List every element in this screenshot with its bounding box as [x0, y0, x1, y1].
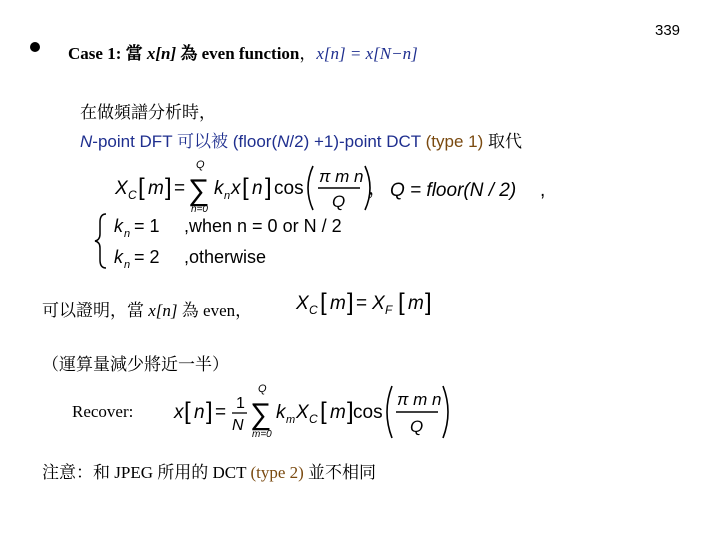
- eq1-sep: ，: [368, 178, 388, 199]
- eq2-rhs-sub: F: [385, 303, 393, 317]
- dft-n: N: [80, 132, 93, 151]
- eq1-xv: x: [231, 178, 241, 199]
- heading-prefix: Case 1:: [68, 44, 126, 63]
- rec-sigma-icon: ∑: [250, 398, 272, 431]
- rec-X-sub: C: [309, 412, 318, 426]
- eq1-k-sub: n: [224, 190, 231, 202]
- dft-dct-line: [80, 127, 522, 152]
- eq1-rbracket2: ]: [265, 174, 272, 201]
- heading-cjk-is: 為: [180, 44, 198, 63]
- k-cases: [92, 210, 362, 272]
- proof-line: [42, 296, 252, 321]
- dft-part2: /2) +1)-point DCT: [289, 132, 426, 151]
- complexity-note: （運算量減少將近一半）: [42, 355, 229, 374]
- case2-k-sub: n: [124, 259, 131, 271]
- case2-k: k: [114, 247, 123, 267]
- analysis-line: 在做頻譜分析時，: [80, 103, 216, 122]
- eq1-rbracket: ]: [165, 174, 172, 201]
- eq1-sum-bottom: n=0: [191, 204, 208, 215]
- rec-rparen: [443, 386, 448, 438]
- eq2-equals: =: [356, 293, 368, 314]
- heading-cjk-when: 當: [125, 44, 143, 63]
- eq1-q-def: Q = floor(N / 2): [390, 180, 517, 201]
- rec-rb: ]: [206, 398, 213, 425]
- rec-one: 1: [236, 395, 245, 412]
- note-text2: 並不相同: [303, 463, 377, 482]
- eq2-rb2: ]: [425, 289, 432, 316]
- rec-k: k: [276, 402, 286, 423]
- eq1-frac-num: π m n: [319, 167, 364, 186]
- rec-lb: [: [184, 398, 191, 425]
- note-text1: 注意：和 JPEG 所用的 DCT: [42, 463, 251, 482]
- rec-lb2: [: [320, 398, 327, 425]
- rec-lparen: [387, 386, 392, 438]
- dct-type1: (type 1): [425, 132, 484, 151]
- bullet-icon: [30, 42, 40, 52]
- recover-label: Recover:: [72, 402, 134, 421]
- eq1-lparen: [308, 166, 313, 210]
- eq1-x-sub: C: [128, 188, 137, 202]
- rec-X: X: [296, 402, 309, 423]
- dft-part3: 取代: [483, 132, 522, 151]
- proof-text2: 為 even，: [177, 301, 253, 320]
- heading-xn: x[n]: [142, 44, 181, 63]
- eq2-rb: ]: [347, 289, 354, 316]
- eq1-lbracket: [: [138, 174, 145, 201]
- eq1-equals: =: [174, 178, 186, 199]
- rec-cos: cos: [353, 402, 383, 423]
- heading-rest: even function: [197, 44, 300, 63]
- rec-frac-num: π m n: [397, 390, 442, 409]
- heading-comma: ，: [299, 44, 317, 63]
- recover-equation: [172, 380, 462, 442]
- case1-k-sub: n: [124, 228, 131, 240]
- eq2-m: m: [330, 293, 346, 314]
- eq2-xf: X: [372, 293, 385, 314]
- rec-sum-bottom: m=0: [252, 429, 272, 440]
- case1-lhs: = 1: [134, 216, 160, 236]
- rec-k-sub: m: [286, 414, 296, 426]
- eq2-lb: [: [320, 289, 327, 316]
- case1-k: k: [114, 216, 123, 236]
- rec-frac-den: Q: [410, 417, 424, 436]
- case2-cond: ,otherwise: [184, 247, 267, 267]
- sigma-icon: ∑: [188, 174, 210, 207]
- rec-n: n: [194, 402, 205, 423]
- rec-sum-top: Q: [258, 383, 267, 395]
- page-number: 339: [655, 22, 681, 39]
- dft-part1: -point DFT 可以被 (floor(: [92, 132, 278, 151]
- eq1-m: m: [148, 178, 164, 199]
- jpeg-note: [42, 458, 376, 483]
- proof-xn: x[n]: [148, 301, 178, 320]
- xc-equals-xf: [292, 285, 442, 319]
- case2-lhs: = 2: [134, 247, 160, 267]
- eq1-cos: cos: [274, 178, 304, 199]
- eq1-sum-top: Q: [196, 159, 205, 171]
- note-type2: (type 2): [250, 463, 304, 482]
- eq2-x: X: [296, 293, 309, 314]
- eq2-m2: m: [408, 293, 424, 314]
- eq1-trail: ,: [540, 180, 546, 201]
- case1-cond: ,when n = 0 or N / 2: [184, 216, 342, 236]
- dct-equation: [110, 158, 560, 216]
- eq1-x: X: [115, 178, 128, 199]
- eq1-n: n: [252, 178, 263, 199]
- eq1-lbracket2: [: [242, 174, 249, 201]
- rec-equals: =: [215, 402, 227, 423]
- proof-text1: 可以證明，當: [42, 301, 149, 320]
- cases-brace-icon: [95, 214, 106, 268]
- eq1-frac-den: Q: [332, 192, 346, 211]
- rec-m: m: [330, 402, 346, 423]
- rec-x: x: [174, 402, 184, 423]
- heading-formula: x[n] = x[N−n]: [316, 44, 418, 63]
- slide-heading: [68, 39, 418, 64]
- eq2-lhs-sub: C: [309, 303, 318, 317]
- rec-rb2: ]: [347, 398, 354, 425]
- dft-n2: N: [277, 132, 290, 151]
- eq1-k: k: [214, 178, 224, 199]
- rec-N: N: [232, 417, 244, 434]
- eq2-lb2: [: [398, 289, 405, 316]
